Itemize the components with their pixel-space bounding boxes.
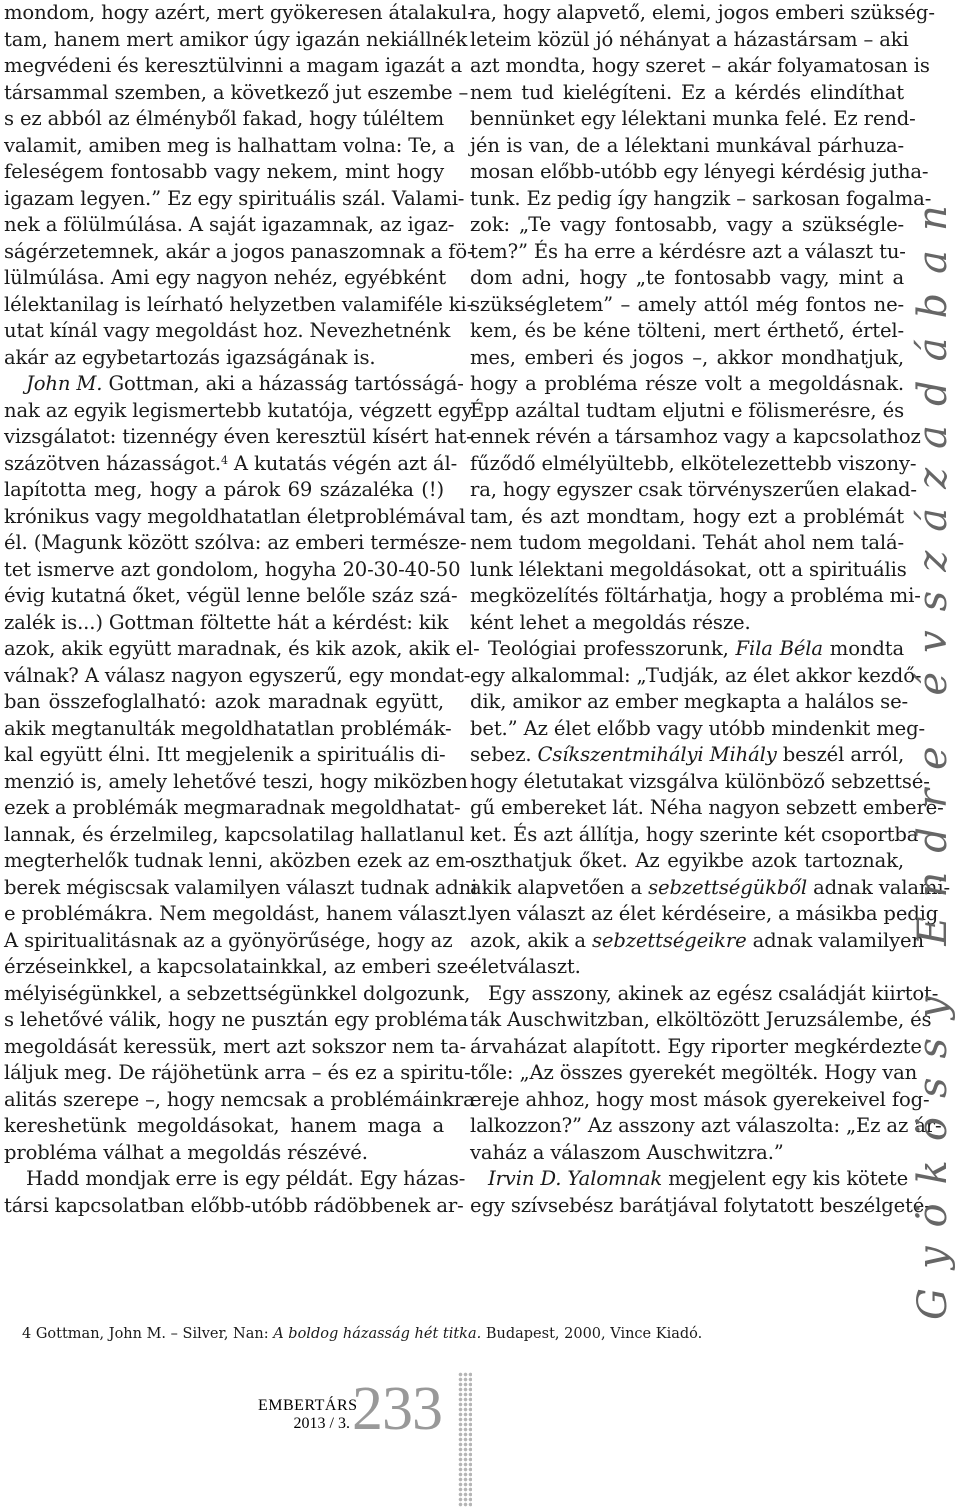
- text-line: gű embereket lát. Néha nagyon sebzett embere-: [470, 796, 944, 819]
- text-line: életválaszt.: [470, 955, 581, 978]
- text-line: lülmúlása. Ami egy nagyon nehéz, egyébként: [4, 266, 446, 289]
- text-line: ban összefoglalható: azok maradnak együtt,: [4, 690, 444, 713]
- text-line-rich: Teológiai professzorunk, Fila Béla mondta: [488, 637, 904, 660]
- text-line: ezek a problémák megmaradnak megoldhatat-: [4, 796, 461, 819]
- text-line: leteim közül jó néhányat a házastársam – aki: [470, 27, 909, 51]
- text-line: egy alkalommal: „Tudják, az élet akkor kezdő-: [470, 663, 922, 687]
- footnote: 4 Gottman, John M. – Silver, Nan: A boldog házasság hét titka. Budapest, 2000, Vince Kiadó.: [22, 1326, 703, 1342]
- text-line: fűződő elmélyültebb, elkötelezettebb viszony-: [470, 451, 917, 475]
- text-line: tőle: „Az összes gyerekét megölték. Hogy van: [470, 1061, 918, 1084]
- text-line: kal együtt élni. Itt megjelenik a spirituális di-: [4, 743, 446, 766]
- text-line: érzéseinkkel, a kapcsolatainkkal, az emberi sze-: [4, 955, 475, 978]
- text-line: tem?” És ha erre a kérdésre azt a választ tu-: [470, 239, 906, 263]
- person-name: Irvin D. Yalomnak: [488, 1167, 663, 1190]
- text-line: azok, akik együtt maradnak, és kik azok, akik el-: [4, 637, 480, 660]
- text-line: akár az egybetartozás igazságának is.: [4, 345, 376, 369]
- book-title: A boldog házasság hét titka.: [273, 1326, 482, 1342]
- text-line: probléma válhat a megoldás részévé.: [4, 1140, 368, 1164]
- text-line: megoldását keressük, mert azt sokszor nem ta-: [4, 1034, 467, 1058]
- text-line: vizsgálatot: tizennégy éven keresztül kísért hat-: [4, 425, 473, 448]
- person-name: Fila Béla: [735, 637, 823, 660]
- text-line: azt mondta, hogy szeret – akár folyamatosan is: [470, 54, 930, 77]
- text-line-rich: sebez. Csíkszentmihályi Mihály beszél arról,: [470, 743, 905, 766]
- left-text-column: [4, 0, 480, 1219]
- text-line: árvaházat alapított. Egy riporter megkérdezte: [470, 1034, 922, 1058]
- person-name: John M.: [26, 372, 103, 395]
- text-line: lunk lélektani megoldásokat, ott a spirituális: [470, 557, 907, 581]
- text-line: Egy asszony, akinek az egész családját kiirtot-: [488, 981, 939, 1005]
- text-line: s ez abból az élményből fakad, hogy túléltem: [4, 107, 445, 130]
- text-line: s lehetővé válik, hogy ne pusztán egy probléma: [4, 1008, 469, 1031]
- text-line: hogy a probléma része volt a megoldásnak.: [470, 372, 904, 395]
- text-line: ra, hogy alapvető, elemi, jogos emberi szükség-: [470, 1, 935, 24]
- text-line: ereje ahhoz, hogy most mások gyerekeivel fog-: [470, 1087, 930, 1111]
- text-line: lapította meg, hogy a párok 69 százaléka (!): [4, 478, 444, 501]
- text-line: vaház a válaszom Auschwitzra.”: [470, 1140, 784, 1164]
- text-line: krónikus vagy megoldhatatlan életproblémával: [4, 504, 466, 528]
- text-line: nek a fölülmúlása. A saját igazamnak, az igaz-: [4, 213, 455, 236]
- text-line: menzió is, amely lehetővé teszi, hogy miközben: [4, 769, 468, 793]
- text-line: igazam legyen.” Ez egy spirituális szál. Valami-: [4, 186, 465, 210]
- text-line: ként lehet a megoldás része.: [470, 610, 751, 634]
- text-line-rich: akik alapvetően a sebzettségükből adnak valami-: [470, 875, 950, 899]
- text-line: valamit, amiben meg is halhattam volna: Te, a: [4, 133, 455, 157]
- text-line: ket. És azt állítja, hogy szerinte két csoportba: [470, 822, 919, 846]
- text-line: dik, amikor az ember megkapta a halálos se-: [470, 690, 908, 713]
- text-line: megközelítés föltárhatja, hogy a probléma mi-: [470, 584, 921, 607]
- text-line: mosan előbb-utóbb egy lényegi kérdésig jutha-: [470, 160, 929, 183]
- page-number: 233: [352, 1375, 442, 1443]
- text-line: lyen választ az élet kérdéseire, a másikba pedig: [470, 902, 939, 925]
- journal-name: EMBERTÁRS: [258, 1397, 358, 1414]
- text-line: utat kínál vagy megoldást hoz. Nevezhetnénk: [4, 319, 451, 342]
- text-line: évig kutatná őket, végül lenne belőle száz szá-: [4, 584, 458, 607]
- emphasis: sebzettségeikre: [592, 928, 747, 952]
- text-line-rich: százötven házasságot.$^4$ A kutatás végén azt ál-: [4, 451, 458, 475]
- text-line: kereshetünk megoldásokat, hanem maga a: [4, 1114, 444, 1137]
- decorative-dot-bar: [458, 1372, 472, 1507]
- journal-issue: 2013 / 3.: [293, 1415, 350, 1432]
- text-line: zok: „Te vagy fontosabb, vagy a szükségle-: [470, 213, 904, 236]
- text-line: zalék is...) Gottman föltette hát a kérdést: kik: [4, 610, 449, 634]
- text-line: berek mégiscsak valamilyen választ tudnak adni: [4, 875, 478, 899]
- text-line: mondom, hogy azért, mert gyökeresen átalakul-: [4, 1, 474, 24]
- text-line: oszthatjuk őket. Az egyikbe azok tartoznak,: [470, 849, 904, 872]
- text-line: lannak, és érzelmileg, kapcsolatilag hallatlanul: [4, 822, 465, 846]
- text-line: ennek révén a társamhoz vagy a kapcsolathoz: [470, 425, 921, 448]
- text-line: társammal szemben, a következő jut eszembe –: [4, 80, 469, 104]
- text-line: hogy életutakat vizsgálva különböző sebzettsé-: [470, 769, 930, 793]
- text-line: kem, és be kéne tölteni, mert érthető, értel-: [470, 319, 904, 342]
- text-line: megterhelők tudnak lenni, aközben ezek az em-: [4, 849, 472, 872]
- text-line: bennünket egy lélektani munka felé. Ez rend-: [470, 107, 916, 130]
- text-line: társi kapcsolatban előbb-utóbb rádöbbenek ar-: [4, 1193, 464, 1217]
- text-line: mélyiségünkkel, a sebzettségünkkel dolgozunk,: [4, 981, 471, 1005]
- text-line: A spiritualitásnak az a gyönyörűsége, hogy az: [4, 928, 453, 952]
- text-line: nak az egyik legismertebb kutatója, végzett egy: [4, 398, 473, 422]
- text-line: e problémákra. Nem megoldást, hanem választ.: [4, 902, 473, 925]
- text-line: nem tud kielégíteni. Ez a kérdés elindíthat: [470, 80, 904, 104]
- footnote-ref: 4: [220, 453, 228, 467]
- text-line: ra, hogy egyszer csak törvényszerűen elakad-: [470, 478, 917, 501]
- text-line: tunk. Ez pedig így hangzik – sarkosan fogalma-: [470, 186, 932, 210]
- text-line-rich: John M. Gottman, aki a házasság tartósságá-: [26, 372, 464, 395]
- text-line: szükségletem” – amely attól még fontos ne-: [470, 292, 904, 316]
- text-line: válnak? A válasz nagyon egyszerű, egy mondat-: [4, 663, 471, 687]
- text-line: megvédeni és keresztülvinni a magam igazát a: [4, 54, 463, 77]
- text-line: akik megtanulták megoldhatatlan problémák-: [4, 716, 452, 740]
- text-line: Épp azáltal tudtam eljutni e fölismerésre, és: [470, 398, 904, 422]
- text-line: egy szívsebész barátjával folytatott beszélgeté-: [470, 1193, 931, 1217]
- text-line: tet ismerve azt gondolom, hogyha 20-30-40-50: [4, 557, 461, 581]
- text-line: Hadd mondjak erre is egy példát. Egy házas-: [26, 1167, 466, 1190]
- text-line: lélektanilag is leírható helyzetben valamiféle ki-: [4, 292, 474, 316]
- person-name: Csíkszentmihályi Mihály: [537, 743, 777, 766]
- text-line-rich: azok, akik a sebzettségeikre adnak valamilyen: [470, 928, 924, 952]
- text-line: él. (Magunk között szólva: az emberi természe-: [4, 531, 467, 554]
- text-line: tam, hanem mert amikor úgy igazán nekiállnék: [4, 27, 468, 51]
- vertical-section-title: Gyökössy Endre évszázadában: [910, 186, 956, 1320]
- text-line: dom adni, hogy „te fontosabb vagy, mint a: [470, 266, 904, 289]
- emphasis: sebzettségükből: [648, 875, 807, 899]
- text-line: bet.” Az élet előbb vagy utóbb mindenkit meg-: [470, 716, 925, 740]
- text-line: nem tudom megoldani. Tehát ahol nem talá-: [470, 531, 904, 554]
- text-line: alitás szerepe –, hogy nemcsak a problémáinkra: [4, 1087, 475, 1111]
- text-line: mes, emberi és jogos –, akkor mondhatjuk,: [470, 345, 904, 369]
- text-line: ságérzetemnek, akár a jogos panaszomnak a fö-: [4, 239, 474, 263]
- text-line: ták Auschwitzban, elköltözött Jeruzsálembe, és: [470, 1008, 932, 1031]
- text-line: lalkozzon?” Az asszony azt válaszolta: „Ez az ár-: [470, 1114, 942, 1137]
- text-line: jén is van, de a lélektani munkával párhuza-: [470, 133, 904, 157]
- text-line: feleségem fontosabb vagy nekem, mint hogy: [4, 160, 444, 183]
- text-line: láljuk meg. De rájöhetünk arra – és ez a spiritu-: [4, 1061, 471, 1084]
- text-line: tam, és azt mondtam, hogy ezt a problémát: [470, 504, 904, 528]
- text-line-rich: Irvin D. Yalomnak megjelent egy kis kötete: [488, 1167, 909, 1190]
